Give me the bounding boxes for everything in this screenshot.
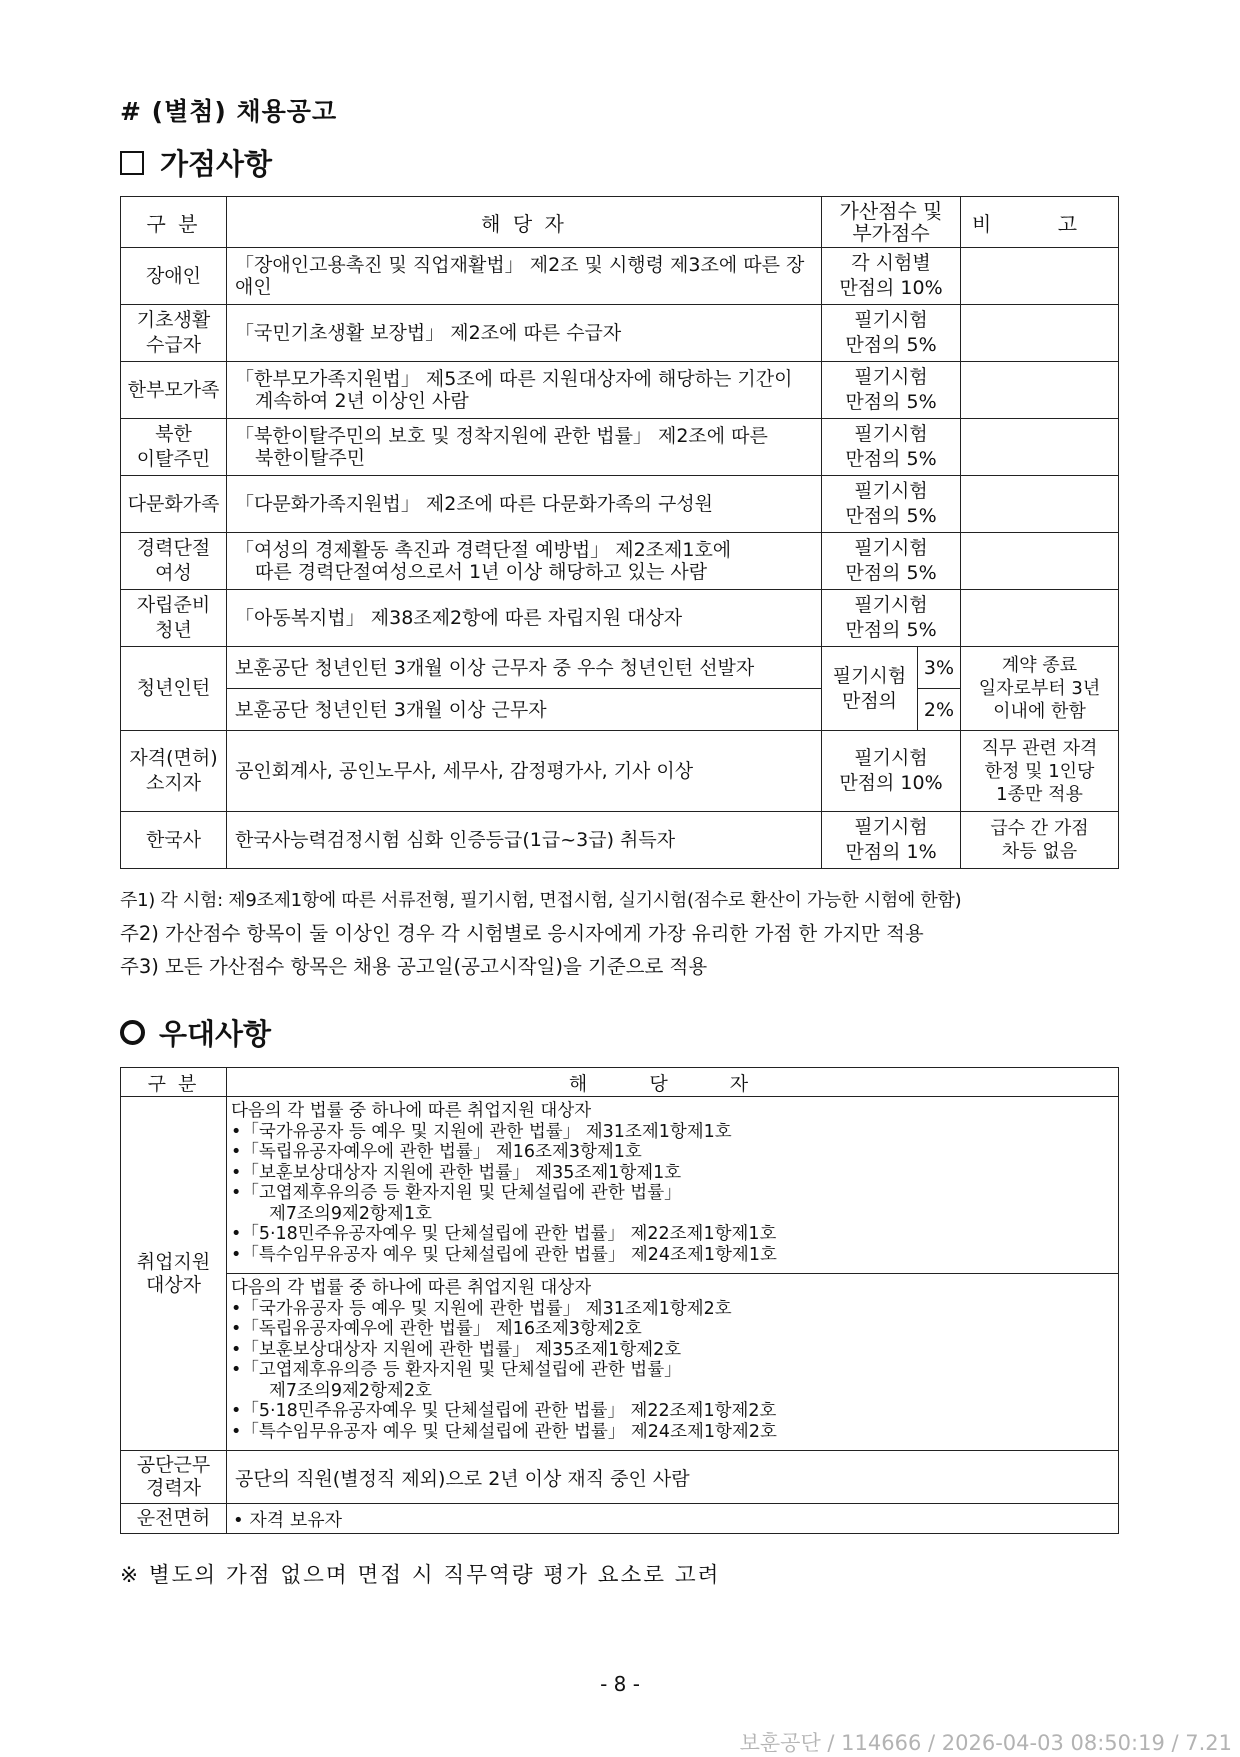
row-points: 필기시험 만점의 5% (822, 362, 961, 419)
desc-text: 「한부모가족지원법」 제5조에 따른 지원대상자에 해당하는 기간이 (235, 368, 793, 390)
intern-pct-excellent: 3% (918, 647, 961, 689)
row-category: 다문화가족 (121, 476, 227, 533)
row-points: 필기시험 만점의 5% (822, 476, 961, 533)
preference-table (120, 1067, 1119, 1534)
row-description (227, 533, 822, 590)
row-points: 필기시험 만점의 5% (822, 590, 961, 647)
page-number: - 8 - (600, 1672, 640, 1696)
table-header-row (121, 197, 1119, 248)
row-category: 장애인 (121, 248, 227, 305)
footnote-1: 주1) 각 시험: 제9조제1항에 따른 서류전형, 필기시험, 면접시험, 실기시험(점수로 환산이 가능한 시험에 한함) (120, 890, 962, 911)
watermark: 보훈공단 / 114666 / 2026-04-03 08:50:19 / 7.21 (739, 1731, 1232, 1755)
row-points: 필기시험 만점의 5% (822, 533, 961, 590)
desc-text: 「북한이탈주민의 보호 및 정착지원에 관한 법률」 제2조에 따른 (235, 425, 768, 447)
list-item: •「독립유공자예우에 관한 법률」 제16조제3항제1호 (231, 1142, 642, 1162)
intern-category: 청년인턴 (121, 647, 227, 731)
row-category: 경력단절 여성 (121, 533, 227, 590)
list-item: 제7조의9제2항제1호 (269, 1203, 432, 1224)
desc-continuation: 따른 경력단절여성으로서 1년 이상 해당하고 있는 사람 (255, 561, 708, 583)
row-note (961, 419, 1119, 476)
desc-text: 「여성의 경제활동 촉진과 경력단절 예방법」 제2조제1호에 (235, 539, 732, 561)
intern-description-excellent: 보훈공단 청년인턴 3개월 이상 근무자 중 우수 청년인턴 선발자 (227, 647, 822, 689)
row-note (961, 305, 1119, 362)
footnotes (120, 884, 961, 983)
list-item: •「고엽제후유의증 등 환자지원 및 단체설립에 관한 법률」 (231, 1360, 682, 1380)
row-description (227, 362, 822, 419)
desc-continuation: 계속하여 2년 이상인 사람 (255, 390, 469, 412)
row-description (227, 248, 822, 305)
intern-points: 필기시험 만점의 (822, 647, 918, 731)
table-row (121, 812, 1119, 869)
row-description: 공인회계사, 공인노무사, 세무사, 감정평가사, 기사 이상 (227, 731, 822, 812)
list-item: •「독립유공자예우에 관한 법률」 제16조제3항제2호 (231, 1319, 642, 1339)
license-description: • 자격 보유자 (227, 1504, 1119, 1534)
table-row (121, 476, 1119, 533)
row-category: 한국사 (121, 812, 227, 869)
footnote-3: 주3) 모든 가산점수 항목은 채용 공고일(공고시작일)을 기준으로 적용 (120, 955, 708, 978)
row-description (227, 419, 822, 476)
col-header-target: 해 당 자 (227, 1068, 1119, 1097)
list-item: •「국가유공자 등 예우 및 지원에 관한 법률」 제31조제1항제1호 (231, 1121, 732, 1142)
list-item: •「5·18민주유공자예우 및 단체설립에 관한 법률」 제22조제1항제1호 (231, 1224, 777, 1244)
preference-title-text: 우대사항 (159, 1017, 272, 1051)
group-intro: 다음의 각 법률 중 하나에 따른 취업지원 대상자 (231, 1101, 592, 1121)
col-header-note: 비 고 (961, 197, 1119, 248)
list-item: •「특수임무유공자 예우 및 단체설립에 관한 법률」 제24조제1항제1호 (231, 1244, 777, 1265)
employment-row-2 (121, 1274, 1119, 1451)
row-description: 한국사능력검정시험 심화 인증등급(1급~3급) 취득자 (227, 812, 822, 869)
employment-group-2 (227, 1274, 1119, 1451)
row-points: 각 시험별 만점의 10% (822, 248, 961, 305)
bonus-section-title (120, 142, 272, 183)
intern-description: 보훈공단 청년인턴 3개월 이상 근무자 (227, 689, 822, 731)
table-row (121, 731, 1119, 812)
employment-row-1 (121, 1097, 1119, 1274)
row-points: 필기시험 만점의 5% (822, 305, 961, 362)
table-row (121, 248, 1119, 305)
list-item: •「보훈보상대상자 지원에 관한 법률」 제35조제1항제2호 (231, 1339, 682, 1360)
row-category: 북한 이탈주민 (121, 419, 227, 476)
list-item: •「5·18민주유공자예우 및 단체설립에 관한 법률」 제22조제1항제2호 (231, 1401, 777, 1421)
table-row (121, 362, 1119, 419)
group-intro: 다음의 각 법률 중 하나에 따른 취업지원 대상자 (231, 1278, 592, 1298)
list-item: •「고엽제후유의증 등 환자지원 및 단체설립에 관한 법률」 (231, 1183, 682, 1203)
career-category: 공단근무 경력자 (121, 1451, 227, 1504)
footnote-2: 주2) 가산점수 항목이 둘 이상인 경우 각 시험별로 응시자에게 가장 유리한 가점 한 가지만 적용 (120, 922, 924, 945)
circle-bullet-icon (120, 1020, 145, 1045)
col-header-points: 가산점수 및 부가점수 (822, 197, 961, 248)
row-note (961, 248, 1119, 305)
desc-text: 「아동복지법」 제38조제2항에 따른 자립지원 대상자 (235, 607, 683, 629)
row-description (227, 476, 822, 533)
table-row (121, 419, 1119, 476)
square-bullet-icon (120, 151, 144, 175)
row-category: 자립준비 청년 (121, 590, 227, 647)
table-row (121, 305, 1119, 362)
license-category: 운전면허 (121, 1504, 227, 1534)
intern-pct: 2% (918, 689, 961, 731)
preference-section-title (120, 1012, 271, 1053)
list-item: •「국가유공자 등 예우 및 지원에 관한 법률」 제31조제1항제2호 (231, 1298, 732, 1319)
table-row (121, 590, 1119, 647)
list-item: •「보훈보상대상자 지원에 관한 법률」 제35조제1항제1호 (231, 1162, 682, 1183)
intern-row-1 (121, 647, 1119, 689)
row-description (227, 590, 822, 647)
desc-text: 「다문화가족지원법」 제2조에 따른 다문화가족의 구성원 (235, 493, 714, 515)
row-points: 필기시험 만점의 1% (822, 812, 961, 869)
employment-category: 취업지원 대상자 (121, 1097, 227, 1451)
bonus-title-text: 가점사항 (160, 147, 273, 181)
page-header: # (별첨) 채용공고 (120, 97, 338, 126)
row-note (961, 362, 1119, 419)
bonus-points-table (120, 196, 1119, 869)
closing-note: ※ 별도의 가점 없으며 면접 시 직무역량 평가 요소로 고려 (120, 1563, 721, 1588)
row-note (961, 590, 1119, 647)
table-row (121, 533, 1119, 590)
col-header-category: 구 분 (121, 1068, 227, 1097)
desc-text: 「장애인고용촉진 및 직업재활법」 제2조 및 시행령 제3조에 따른 장애인 (235, 254, 805, 298)
row-category: 기초생활 수급자 (121, 305, 227, 362)
employment-group-1 (227, 1097, 1119, 1274)
intern-note: 계약 종료 일자로부터 3년 이내에 한함 (961, 647, 1119, 731)
col-header-target: 해 당 자 (227, 197, 822, 248)
career-row (121, 1451, 1119, 1504)
row-points: 필기시험 만점의 5% (822, 419, 961, 476)
license-row (121, 1504, 1119, 1534)
row-note (961, 533, 1119, 590)
row-category: 한부모가족 (121, 362, 227, 419)
career-description: 공단의 직원(별정직 제외)으로 2년 이상 재직 중인 사람 (227, 1451, 1119, 1504)
table-header-row (121, 1068, 1119, 1097)
desc-text: 「국민기초생활 보장법」 제2조에 따른 수급자 (235, 322, 622, 344)
row-description (227, 305, 822, 362)
row-note: 직무 관련 자격 한정 및 1인당 1종만 적용 (961, 731, 1119, 812)
row-points: 필기시험 만점의 10% (822, 731, 961, 812)
list-item: 제7조의9제2항제2호 (269, 1380, 432, 1401)
row-note (961, 476, 1119, 533)
row-note: 급수 간 가점 차등 없음 (961, 812, 1119, 869)
desc-continuation: 북한이탈주민 (255, 447, 366, 469)
row-category: 자격(면허) 소지자 (121, 731, 227, 812)
col-header-category: 구 분 (121, 197, 227, 248)
list-item: •「특수임무유공자 예우 및 단체설립에 관한 법률」 제24조제1항제2호 (231, 1421, 777, 1442)
